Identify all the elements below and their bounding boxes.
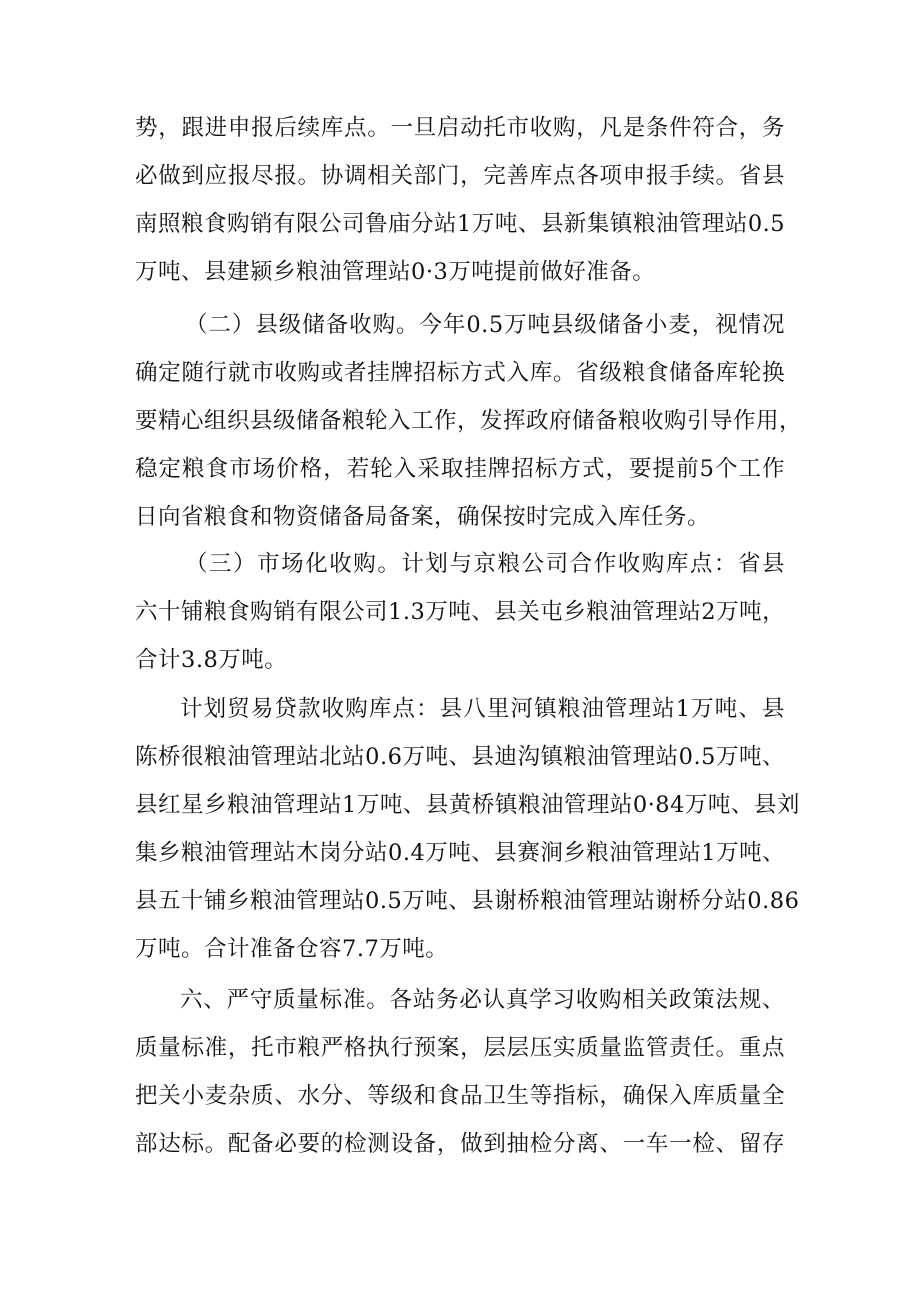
- text-line: 稳定粮食市场价格，若轮入采取挂牌招标方式，要提前5个工作: [135, 456, 785, 482]
- text-line: 确定随行就市收购或者挂牌招标方式入库。省级粮食储备库轮换: [135, 360, 785, 386]
- text-line: 万吨。合计准备仓容7.7万吨。: [135, 936, 449, 962]
- text-line: 质量标准，托市粮严格执行预案，层层压实质量监管责任。重点: [135, 1035, 785, 1061]
- text-line: 集乡粮油管理站木岗分站0.4万吨、县赛涧乡粮油管理站1万吨、: [135, 840, 786, 866]
- paragraph-continued: [135, 104, 785, 296]
- text-line: 日向省粮食和物资储备局备案，确保按时完成入库任务。: [135, 504, 711, 530]
- text-line: 计划贸易贷款收购库点：县八里河镇粮油管理站1万吨、县: [180, 696, 785, 722]
- text-line: 六十铺粮食购销有限公司1.3万吨、县关屯乡粮油管理站2万吨，: [135, 599, 786, 625]
- text-line: 县五十铺乡粮油管理站0.5万吨、县谢桥粮油管理站谢桥分站0.86: [135, 888, 800, 914]
- text-line: 南照粮食购销有限公司鲁庙分站1万吨、县新集镇粮油管理站0.5: [135, 211, 786, 237]
- text-line: 县红星乡粮油管理站1万吨、县黄桥镇粮油管理站0·84万吨、县刘: [135, 792, 800, 818]
- text-line: 六、严守质量标准。各站务必认真学习收购相关政策法规、: [180, 987, 785, 1013]
- text-line: 陈桥很粮油管理站北站0.6万吨、县迪沟镇粮油管理站0.5万吨、: [135, 744, 785, 770]
- paragraph-quality-standards: [135, 976, 785, 1168]
- text-line: 合计3.8万吨。: [135, 647, 288, 673]
- text-line: （二）县级储备收购。今年0.5万吨县级储备小麦，视情况: [185, 312, 785, 338]
- text-line: （三）市场化收购。计划与京粮公司合作收购库点：省县: [185, 551, 785, 577]
- text-line: 要精心组织县级储备粮轮入工作，发挥政府储备粮收购引导作用，: [135, 408, 803, 434]
- paragraph-market-purchase: [135, 540, 785, 684]
- text-line: 必做到应报尽报。协调相关部门，完善库点各项申报手续。省县: [135, 163, 785, 189]
- paragraph-trade-loan: [135, 685, 800, 973]
- text-line: 部达标。配备必要的检测设备，做到抽检分离、一车一检、留存: [135, 1131, 785, 1157]
- paragraph-county-reserve: [135, 301, 803, 541]
- text-line: 势，跟进申报后续库点。一旦启动托市收购，凡是条件符合，务: [135, 115, 785, 141]
- text-line: 万吨、县建颍乡粮油管理站0·3万吨提前做好准备。: [135, 259, 656, 285]
- text-line: 把关小麦杂质、水分、等级和食品卫生等指标，确保入库质量全: [135, 1083, 785, 1109]
